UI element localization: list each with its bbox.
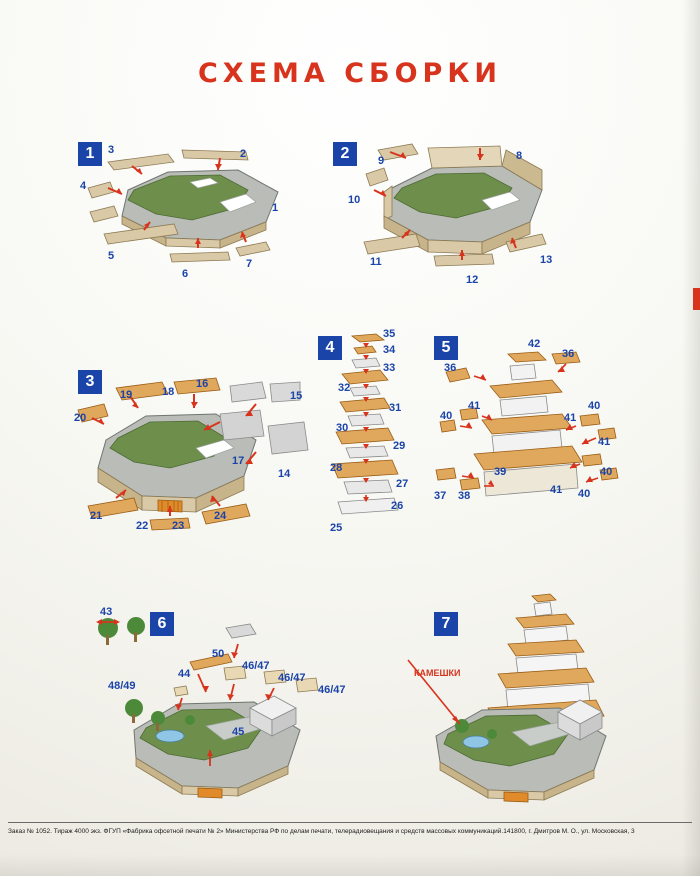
callout-step6-43: 43 [100,606,113,618]
callout-step4-26: 26 [391,500,404,512]
callout-step3-24: 24 [214,510,227,522]
callout-step6-4647b: 46/47 [278,672,306,684]
callout-step3-22: 22 [136,520,149,532]
callout-step5-37: 37 [434,490,447,502]
callout-step2-12: 12 [466,274,479,286]
step-3-illustration [70,360,320,540]
step-7-illustration [400,586,660,796]
callout-step3-18: 18 [162,386,175,398]
callout-step4-29: 29 [393,440,406,452]
red-marker-tab [693,288,700,310]
callout-step6-4647c: 46/47 [318,684,346,696]
callout-step1-3: 3 [108,144,115,156]
callout-step4-33: 33 [383,362,396,374]
callout-step5-40c: 40 [600,466,613,478]
callout-step1-6: 6 [182,268,189,280]
callout-step5-41a: 41 [468,400,481,412]
callout-step3-15: 15 [290,390,303,402]
step-1-illustration [70,130,300,280]
step-2-illustration [330,130,570,280]
step-badge-1: 1 [78,142,102,166]
callout-step5-38: 38 [458,490,471,502]
callout-step6-45: 45 [232,726,245,738]
callout-step1-5: 5 [108,250,115,262]
step-badge-5: 5 [434,336,458,360]
page-edge-bottom [0,854,700,876]
callout-step4-32: 32 [338,382,351,394]
callout-step5-41b: 41 [564,412,577,424]
callout-step1-2: 2 [240,148,247,160]
callout-step6-44: 44 [178,668,191,680]
callout-step2-8: 8 [516,150,523,162]
callout-step3-23: 23 [172,520,185,532]
step-6-illustration [78,600,338,790]
step-badge-3: 3 [78,370,102,394]
callout-step5-42: 42 [528,338,541,350]
callout-step4-30: 30 [336,422,349,434]
callout-step2-10: 10 [348,194,361,206]
callout-step3-21: 21 [90,510,103,522]
callout-step4-28: 28 [330,462,343,474]
callout-step6-50: 50 [212,648,225,660]
callout-step3-17: 17 [232,455,245,467]
page-edge-right [682,0,700,876]
callout-step3-16: 16 [196,378,209,390]
callout-step4-31: 31 [389,402,402,414]
footer-imprint: Заказ № 1052. Тираж 4000 экз. ФГУП «Фабрика офсетной печати № 2» Министерства РФ по делам печати, телерадиовещания и средств массовых коммуникаций.141800, г. Дмитров М. О., ул. Московская, 3 [8,828,635,835]
callout-step2-13: 13 [540,254,553,266]
callout-step4-34: 34 [383,344,396,356]
step-badge-7: 7 [434,612,458,636]
callout-step4-35: 35 [383,328,396,340]
callout-step1-1: 1 [272,202,279,214]
callout-step2-9: 9 [378,155,385,167]
callout-step3-20: 20 [74,412,87,424]
callout-step3-19: 19 [120,389,133,401]
callout-step5-40d: 40 [578,488,591,500]
callout-step6-4849: 48/49 [108,680,136,692]
callout-step1-7: 7 [246,258,253,270]
callout-step5-36b: 36 [562,348,575,360]
footer-divider [8,822,692,823]
page-title: СХЕМА СБОРКИ [197,58,503,89]
callout-step6-4647a: 46/47 [242,660,270,672]
callout-step5-40a: 40 [440,410,453,422]
step-badge-2: 2 [333,142,357,166]
callout-step5-41d: 41 [550,484,563,496]
callout-step4-27: 27 [396,478,409,490]
callout-step4-25: 25 [330,522,343,534]
callout-step1-4: 4 [80,180,87,192]
callout-step5-41c: 41 [598,436,611,448]
callout-step5-36a: 36 [444,362,457,374]
annotation-kameshki: КАМЕШКИ [414,668,461,678]
callout-step5-40b: 40 [588,400,601,412]
callout-step2-11: 11 [370,256,382,268]
step-badge-6: 6 [150,612,174,636]
callout-step3-14: 14 [278,468,291,480]
callout-step5-39: 39 [494,466,507,478]
step-badge-4: 4 [318,336,342,360]
